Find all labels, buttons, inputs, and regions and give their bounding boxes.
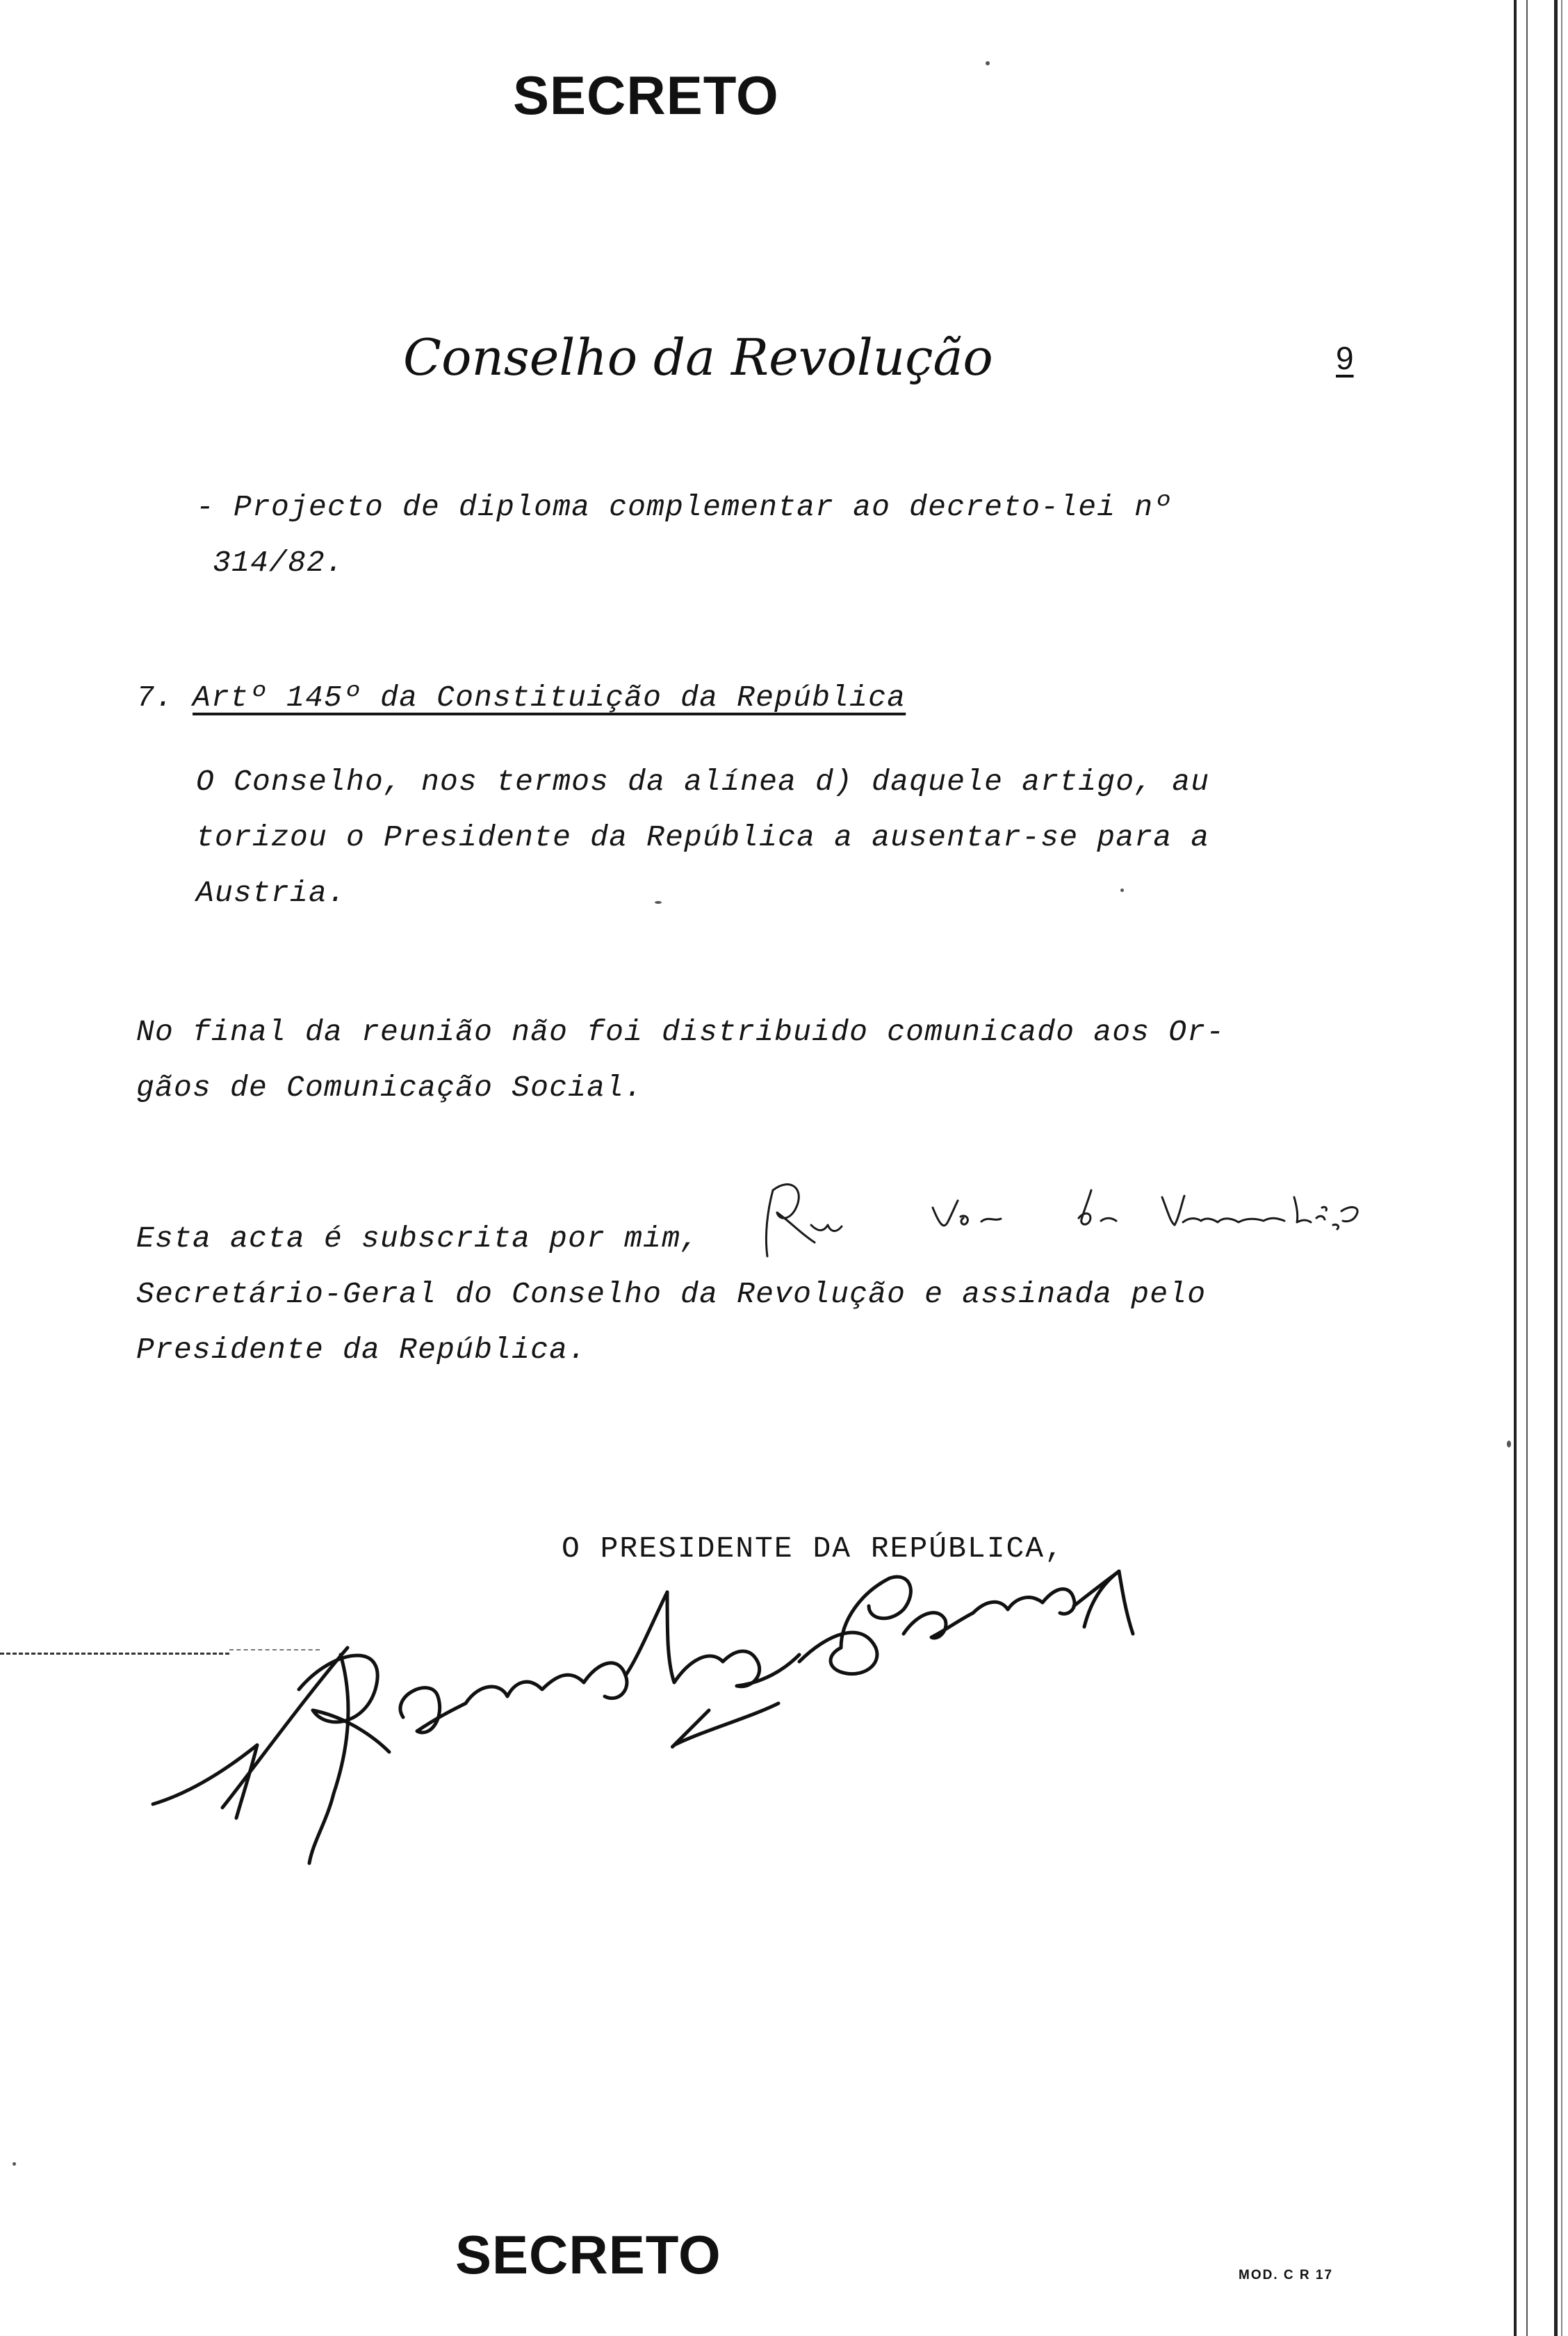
signature-paragraph-line2: Secretário-Geral do Conselho da Revolução e assinada pelo — [136, 1277, 1207, 1311]
item7-body — [196, 754, 1209, 921]
item7-body-line: Austria. — [196, 876, 347, 910]
signature-paragraph-line1: Esta acta é subscrita por mim, — [136, 1222, 700, 1256]
scan-edge-line — [1514, 0, 1517, 2336]
scan-speck — [13, 2162, 16, 2166]
president-signature — [139, 1543, 1279, 1870]
scan-edge-line — [1554, 0, 1558, 2336]
item6-line2: 314/82. — [213, 546, 345, 580]
signature-paragraph-line3: Presidente da República. — [136, 1333, 587, 1367]
page-number: 9 — [1336, 340, 1354, 376]
form-code: MOD. C R 17 — [1239, 2268, 1334, 2282]
closing-paragraph-line: gãos de Comunicação Social. — [136, 1071, 644, 1105]
item7-body-line: O Conselho, nos termos da alínea d) daquele artigo, au — [196, 765, 1210, 799]
letterhead-title: Conselho da Revolução — [403, 328, 993, 387]
scan-edge-line — [1526, 0, 1528, 2336]
scan-speck — [1507, 1441, 1511, 1447]
closing-paragraph — [136, 1005, 1225, 1116]
classification-stamp-bottom: SECRETO — [455, 2224, 721, 2285]
scan-speck — [986, 61, 990, 65]
item7-number: 7. — [136, 681, 174, 715]
item6-line1: - Projecto de diploma complementar ao decreto-lei nº — [196, 490, 1173, 524]
secretary-signature — [752, 1169, 1378, 1260]
signature-paragraph-lines — [136, 1267, 1206, 1378]
item7-heading-text: Artº 145º da Constituição da República — [193, 681, 906, 715]
item7-heading — [136, 670, 906, 726]
classification-stamp-top: SECRETO — [513, 65, 779, 126]
item7-body-line: torizou o Presidente da República a ausentar-se para a — [196, 820, 1210, 854]
scan-edge-line — [1561, 0, 1562, 2336]
signatory-title: O PRESIDENTE DA REPÚBLICA, — [562, 1532, 1064, 1566]
closing-paragraph-line: No final da reunião não foi distribuido comunicado aos Or- — [136, 1015, 1225, 1049]
